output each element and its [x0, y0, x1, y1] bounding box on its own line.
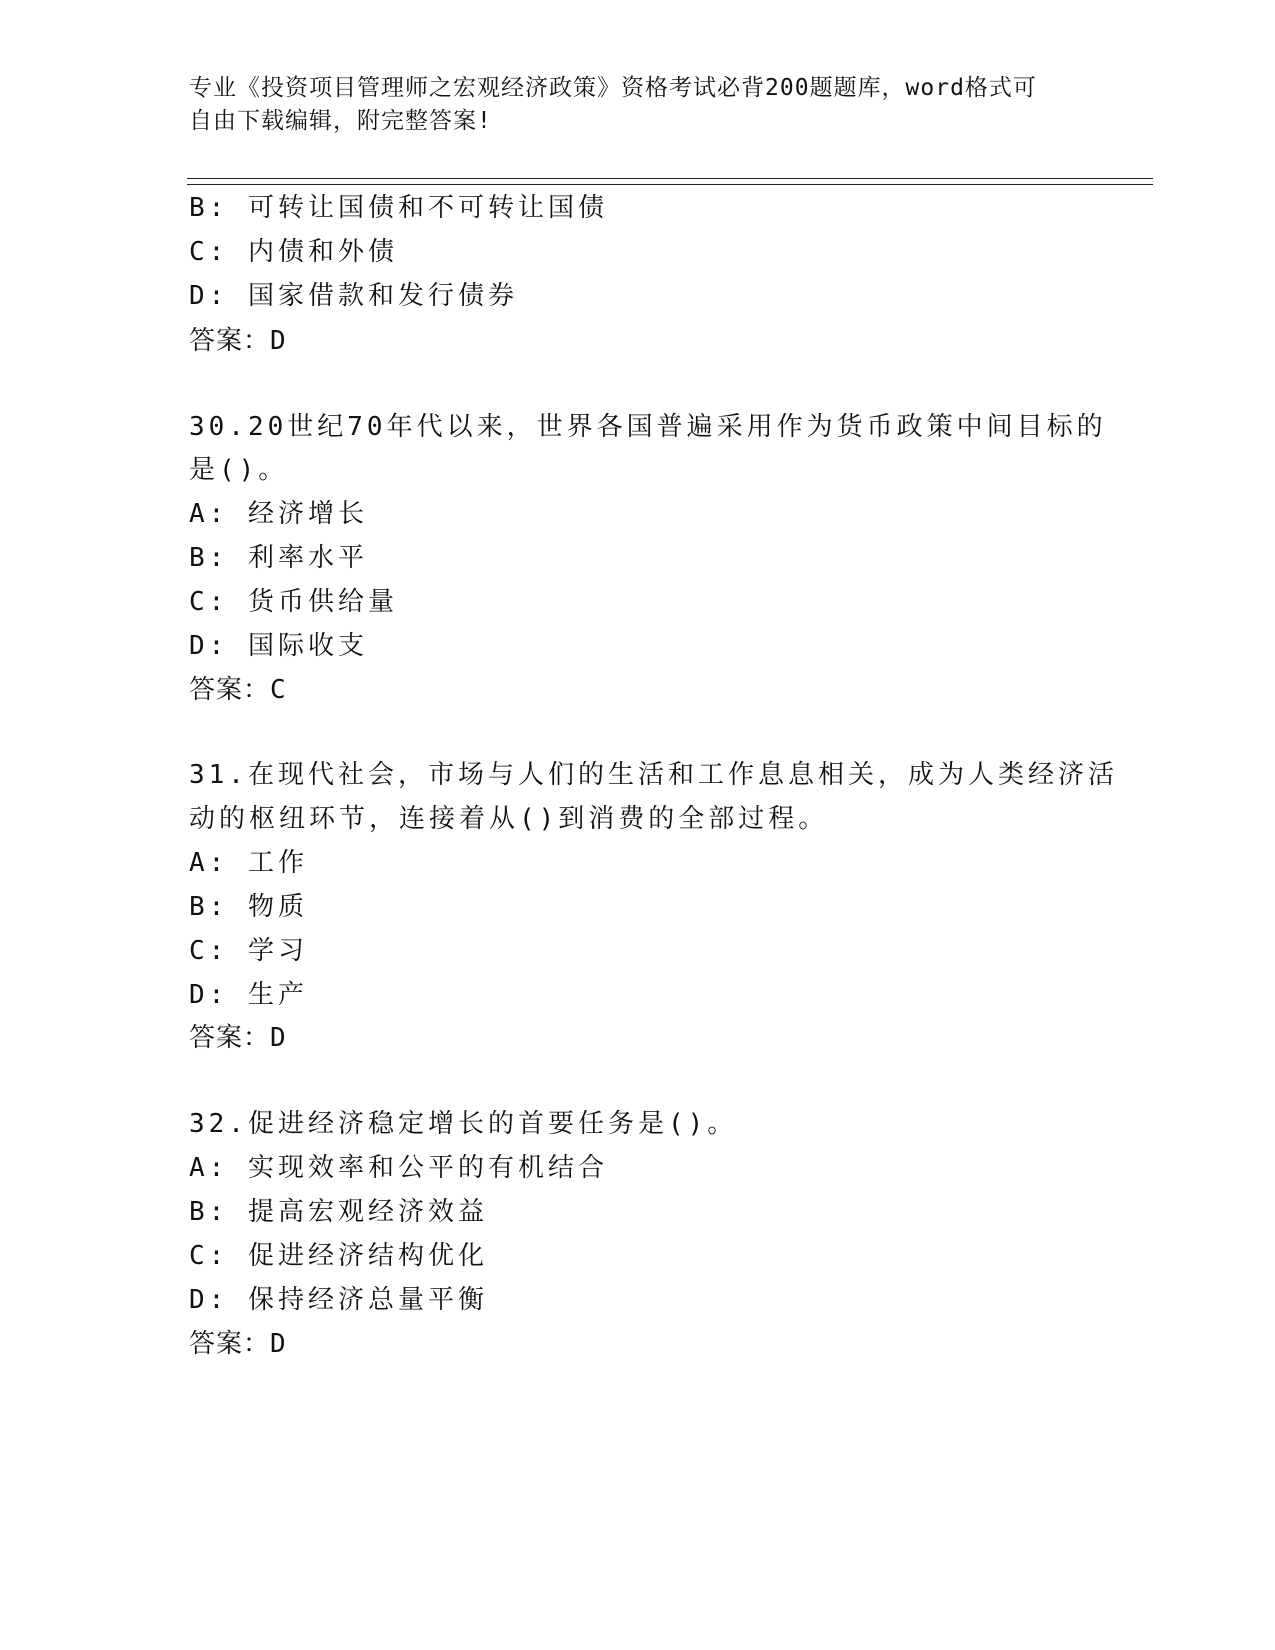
q32-stem-line-1: 32.促进经济稳定增长的首要任务是()。 — [189, 1109, 738, 1139]
q30-option-c: C: 货币供给量 — [189, 587, 398, 617]
q29-option-d: D: 国家借款和发行债券 — [189, 281, 518, 311]
q31-option-a: A: 工作 — [189, 848, 308, 878]
q32-option-b: B: 提高宏观经济效益 — [189, 1197, 488, 1227]
q31-stem-line-1: 31.在现代社会，市场与人们的生活和工作息息相关，成为人类经济活 — [189, 760, 1118, 790]
q32-option-c: C: 促进经济结构优化 — [189, 1241, 488, 1271]
q32-option-d: D: 保持经济总量平衡 — [189, 1285, 488, 1315]
q29-option-b: B: 可转让国债和不可转让国债 — [189, 193, 608, 223]
q30-answer: 答案：C — [189, 675, 287, 705]
q30-option-b: B: 利率水平 — [189, 543, 368, 573]
header-rule-top — [187, 178, 1153, 179]
q31-answer: 答案：D — [189, 1023, 287, 1053]
q32-option-a: A: 实现效率和公平的有机结合 — [189, 1153, 608, 1183]
q30-option-d: D: 国际收支 — [189, 631, 368, 661]
q30-stem-line-2: 是()。 — [189, 455, 289, 485]
document-header — [189, 72, 1069, 138]
header-line-2: 自由下载编辑，附完整答案! — [189, 108, 492, 134]
q29-option-c: C: 内债和外债 — [189, 237, 398, 267]
q31-stem-line-2: 动的枢纽环节，连接着从()到消费的全部过程。 — [189, 804, 829, 834]
q31-option-d: D: 生产 — [189, 980, 308, 1010]
header-rule-bottom — [187, 184, 1153, 185]
q30-stem-line-1: 30.20世纪70年代以来，世界各国普遍采用作为货币政策中间目标的 — [189, 412, 1107, 442]
q31-option-b: B: 物质 — [189, 892, 308, 922]
q29-answer: 答案：D — [189, 326, 287, 356]
q30-option-a: A: 经济增长 — [189, 499, 368, 529]
q32-answer: 答案：D — [189, 1329, 287, 1359]
q31-option-c: C: 学习 — [189, 936, 308, 966]
header-line-1: 专业《投资项目管理师之宏观经济政策》资格考试必背200题题库，word格式可 — [189, 75, 1037, 101]
